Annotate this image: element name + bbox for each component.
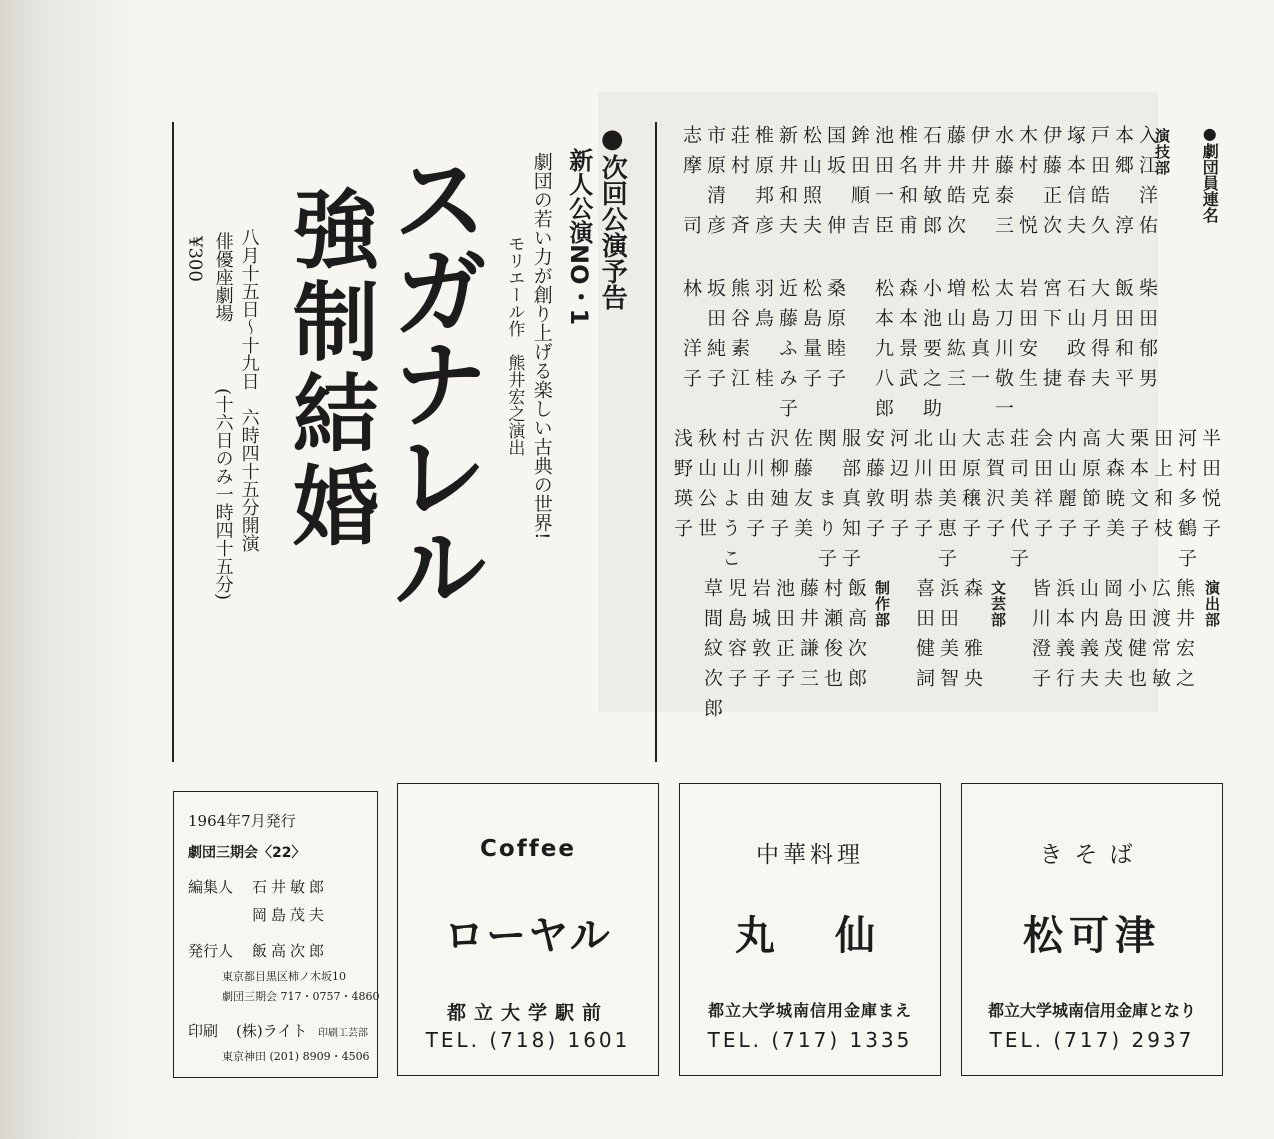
member-name: 北川恭子 — [911, 428, 933, 548]
acting-dept-label: 演技部 — [1153, 128, 1171, 176]
member-name: 沢柳廸子 — [767, 428, 789, 548]
member-name: 宮下 捷 — [1040, 278, 1062, 398]
directing-dept-label: 演出部 — [1203, 580, 1221, 628]
member-name: 鉾田順吉 — [848, 125, 870, 245]
member-name: 岩田安生 — [1016, 278, 1038, 398]
ad-phone: TEL. (718) 1601 — [425, 1028, 631, 1052]
member-name: 池田一臣 — [872, 125, 894, 245]
member-name: 河辺明子 — [887, 428, 909, 548]
member-name: 森 雅央 — [961, 578, 983, 698]
member-name: 近藤ふみ子 — [776, 278, 798, 428]
ad-phone: TEL. (717) 2937 — [989, 1028, 1195, 1052]
member-name: 広渡常敏 — [1149, 578, 1171, 698]
announcement-subheading: 新人公演NO・1 — [564, 148, 593, 326]
member-name: 草間紋次郎 — [701, 578, 723, 728]
member-name: 松本九八郎 — [872, 278, 894, 428]
member-name: 浜本義行 — [1053, 578, 1075, 698]
publisher-name: 飯高次郎 — [252, 942, 329, 960]
member-name: 山田美恵子 — [935, 428, 957, 578]
member-name: 内山麗子 — [1055, 428, 1077, 548]
member-name: 服部真知子 — [839, 428, 861, 578]
editor-label: 編集人 — [188, 878, 234, 896]
member-name: 石山政春 — [1064, 278, 1086, 398]
member-name: 志摩 司 — [680, 125, 702, 245]
publisher-label: 発行人 — [188, 942, 234, 960]
member-name: 志賀沢子 — [983, 428, 1005, 548]
member-name: 岩城敦子 — [749, 578, 771, 698]
organization: 劇団三期会〈22〉 — [188, 845, 306, 861]
member-name: 浜田美智 — [937, 578, 959, 698]
announcement-credits: モリエール作 熊井宏之演出 — [504, 235, 525, 456]
member-name: 藤井皓次 — [944, 125, 966, 245]
printer-note: 印刷工芸部 — [318, 1028, 368, 1039]
member-name: 古川由子 — [743, 428, 765, 548]
member-name: 飯高次郎 — [845, 578, 867, 698]
ad-location: 都立大学駅前 — [446, 1002, 609, 1024]
member-name: 椎名和甫 — [896, 125, 918, 245]
ad-category: 中華料理 — [756, 842, 864, 868]
ad-shop-name: ローヤル — [444, 913, 612, 959]
issue-date: 1964年7月発行 — [188, 812, 296, 830]
member-name: 松山照夫 — [800, 125, 822, 245]
venue: 俳優座劇場 — [212, 232, 234, 322]
ad-soba-matsukatsu — [961, 783, 1223, 1076]
member-name: 木村 悦 — [1016, 125, 1038, 245]
member-name: 小池要之助 — [920, 278, 942, 428]
member-name: 松島量子 — [800, 278, 822, 398]
member-name: 入江洋佑 — [1136, 125, 1158, 245]
member-name: 柴田郁男 — [1136, 278, 1158, 398]
member-name: 田上和枝 — [1151, 428, 1173, 548]
member-name: 小田健也 — [1125, 578, 1147, 698]
ad-category: きそば — [1039, 842, 1145, 868]
member-name: 喜田健詞 — [913, 578, 935, 698]
member-name: 国坂 伸 — [824, 125, 846, 245]
member-name: 戸田皓久 — [1088, 125, 1110, 245]
member-name: 秋山公世 — [695, 428, 717, 548]
ad-phone: TEL. (717) 1335 — [707, 1028, 913, 1052]
member-name: 松島真一 — [968, 278, 990, 398]
member-name: 本郷 淳 — [1112, 125, 1134, 245]
ad-shop-name: 松可津 — [1023, 913, 1161, 959]
production-members — [700, 578, 868, 728]
member-name: 飯田和平 — [1112, 278, 1134, 398]
member-name: 安藤敦子 — [863, 428, 885, 548]
literary-members — [912, 578, 984, 698]
acting-men-row1 — [679, 125, 1159, 245]
editor-1: 石井敏郎 — [252, 878, 329, 896]
left-rule — [172, 122, 174, 762]
member-name: 栗本文子 — [1127, 428, 1149, 548]
member-name: 坂田純子 — [704, 278, 726, 398]
production-dept-label: 制作部 — [873, 580, 891, 628]
acting-men-row2 — [679, 278, 1159, 428]
member-name: 増山紘三 — [944, 278, 966, 398]
member-name — [847, 278, 871, 428]
member-name: 浅野瑛子 — [671, 428, 693, 548]
member-name: 伊井克 — [968, 125, 990, 215]
member-name: 石井敏郎 — [920, 125, 942, 245]
member-name: 荘村 斉 — [728, 125, 750, 245]
member-name: 伊藤正次 — [1040, 125, 1062, 245]
announcement-tagline: 劇団の若い力が創り上げる楽しい古典の世界! — [530, 152, 553, 540]
member-name: 藤井謙三 — [797, 578, 819, 698]
member-name: 村山ようこ — [719, 428, 741, 578]
member-name: 新井和夫 — [776, 125, 798, 245]
member-name: 山内義夫 — [1077, 578, 1099, 698]
ad-shop-name: 丸 仙 — [735, 913, 885, 959]
member-name: 大原穣子 — [959, 428, 981, 548]
member-name: 高原節子 — [1079, 428, 1101, 548]
member-name: 水藤泰三 — [992, 125, 1014, 245]
member-name: 半田悦子 — [1199, 428, 1221, 548]
member-name: 市原清彦 — [704, 125, 726, 245]
member-name: 熊谷素江 — [728, 278, 750, 398]
editor-2: 岡島茂夫 — [252, 906, 329, 924]
member-name: 熊井宏之 — [1173, 578, 1195, 698]
play-title-line2: 強制結婚 — [278, 185, 378, 553]
printer-address: 東京神田 (201) 8909・4506 — [222, 1050, 370, 1063]
member-name: 皆川澄子 — [1029, 578, 1051, 698]
ad-location: 都立大学城南信用金庫まえ — [707, 1001, 912, 1020]
literary-dept-label: 文芸部 — [989, 580, 1007, 628]
member-name: 大森暁美 — [1103, 428, 1125, 548]
announcement-heading: ●次回公演予告 — [597, 124, 628, 310]
ad-category: Coffee — [480, 836, 576, 862]
member-name: 関 まり子 — [815, 428, 837, 578]
printer-label: 印刷 — [188, 1022, 219, 1040]
member-name: 太刀川敬一 — [992, 278, 1014, 428]
member-name: 荘司美代子 — [1007, 428, 1029, 578]
ad-location: 都立大学城南信用金庫となり — [987, 1001, 1196, 1020]
ad-coffee-royal — [397, 783, 659, 1076]
member-name: 塚本信夫 — [1064, 125, 1086, 245]
printer-name: (株)ライト — [236, 1022, 308, 1040]
member-name: 佐藤友美 — [791, 428, 813, 548]
performance-dates: 八月十五日〜十九日 六時四十五分開演 — [238, 228, 260, 552]
member-name: 大月得夫 — [1088, 278, 1110, 398]
member-name: 児島容子 — [725, 578, 747, 698]
member-name: 村瀬俊也 — [821, 578, 843, 698]
address-contact: 劇団三期会 717・0757・4860 — [222, 990, 380, 1003]
ticket-price: ¥300 — [184, 236, 206, 282]
ad-chinese-marusen — [679, 783, 941, 1076]
member-name: 羽鳥 桂 — [752, 278, 774, 398]
member-name: 森本景武 — [896, 278, 918, 398]
address: 東京都目黒区柿ノ木坂10 — [222, 970, 346, 983]
member-name: 椎原邦彦 — [752, 125, 774, 245]
member-name: 会田祥子 — [1031, 428, 1053, 548]
member-name: 河村多鶴子 — [1175, 428, 1197, 578]
member-name: 岡島茂夫 — [1101, 578, 1123, 698]
directing-members — [1028, 578, 1196, 698]
roster-title: ●劇団員連名 — [1200, 124, 1220, 223]
member-name: 桑原睦子 — [824, 278, 846, 398]
acting-women-row — [670, 428, 1222, 578]
play-title-line1: スガナレル — [377, 150, 489, 610]
member-name: 池田正子 — [773, 578, 795, 698]
page-fold-shadow — [0, 0, 150, 1139]
middle-rule — [655, 122, 657, 762]
member-name: 林 洋子 — [680, 278, 702, 398]
matinee-note: (十六日のみ一時四十五分) — [212, 388, 234, 601]
colophon-box — [173, 791, 378, 1078]
